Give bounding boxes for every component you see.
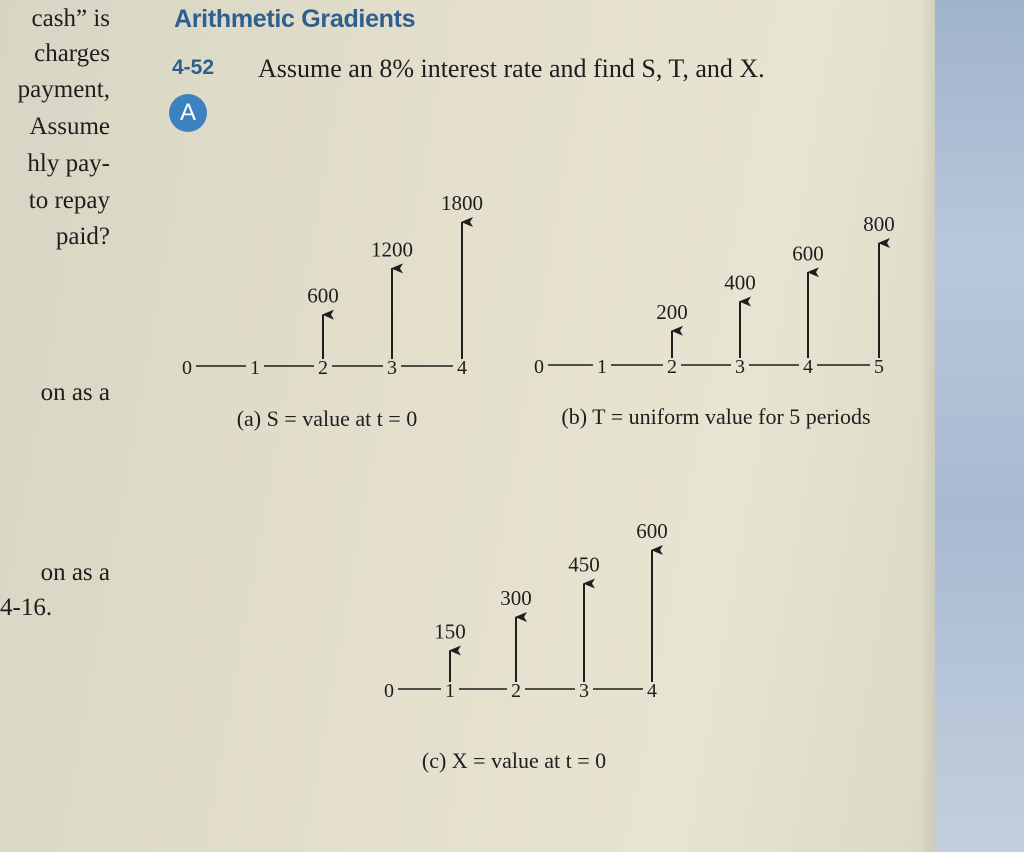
left-text-line: on as a bbox=[40, 379, 110, 406]
period-label: 4 bbox=[457, 357, 467, 379]
problem-number: 4-52 bbox=[172, 56, 215, 79]
diagram-caption: (b) T = uniform value for 5 periods bbox=[561, 404, 871, 429]
left-text-line: to repay bbox=[28, 187, 110, 214]
period-label: 4 bbox=[647, 680, 657, 702]
period-label: 3 bbox=[579, 680, 589, 702]
cash-flow-diagram-c bbox=[384, 519, 668, 773]
difficulty-badge: A bbox=[169, 94, 207, 132]
cash-flow-diagram-a bbox=[182, 191, 483, 431]
period-label: 2 bbox=[511, 680, 521, 702]
left-text-line: Assume bbox=[29, 113, 110, 140]
period-label: 4 bbox=[803, 356, 813, 378]
left-text-line: charges bbox=[34, 40, 110, 67]
cash-flow-amount: 450 bbox=[568, 552, 600, 577]
period-label: 1 bbox=[250, 357, 260, 379]
period-label: 5 bbox=[874, 356, 884, 378]
period-label: 0 bbox=[384, 680, 394, 702]
period-label: 0 bbox=[182, 357, 192, 379]
period-label: 2 bbox=[667, 356, 677, 378]
left-text-line: payment, bbox=[17, 76, 110, 103]
cash-flow-amount: 150 bbox=[434, 619, 466, 644]
left-text-line: cash” is bbox=[31, 5, 110, 32]
period-label: 3 bbox=[387, 357, 397, 379]
section-heading: Arithmetic Gradients bbox=[174, 5, 416, 33]
diagram-caption: (a) S = value at t = 0 bbox=[236, 406, 418, 431]
cash-flow-diagram-b bbox=[534, 212, 895, 429]
left-text-line: on as a bbox=[40, 559, 110, 586]
problem-statement: Assume an 8% interest rate and find S, T, and X. bbox=[258, 54, 765, 83]
left-text-line: hly pay- bbox=[27, 150, 110, 177]
cash-flow-amount: 600 bbox=[307, 283, 339, 308]
period-label: 0 bbox=[534, 356, 544, 378]
left-text-line: 4-16. bbox=[0, 594, 53, 621]
cash-flow-amount: 200 bbox=[656, 299, 688, 324]
cash-flow-amount: 800 bbox=[863, 212, 895, 236]
period-label: 3 bbox=[735, 356, 745, 378]
cash-flow-amount: 600 bbox=[792, 241, 824, 266]
period-label: 1 bbox=[445, 680, 455, 702]
cash-flow-amount: 300 bbox=[500, 586, 532, 610]
diagram-caption: (c) X = value at t = 0 bbox=[421, 748, 607, 773]
period-label: 2 bbox=[318, 357, 328, 379]
left-text-line: paid? bbox=[55, 223, 110, 250]
cash-flow-amount: 400 bbox=[724, 270, 756, 295]
cash-flow-amount: 1200 bbox=[371, 237, 413, 262]
period-label: 1 bbox=[597, 356, 607, 378]
cash-flow-amount: 600 bbox=[636, 519, 668, 543]
cash-flow-amount: 1800 bbox=[441, 191, 483, 215]
